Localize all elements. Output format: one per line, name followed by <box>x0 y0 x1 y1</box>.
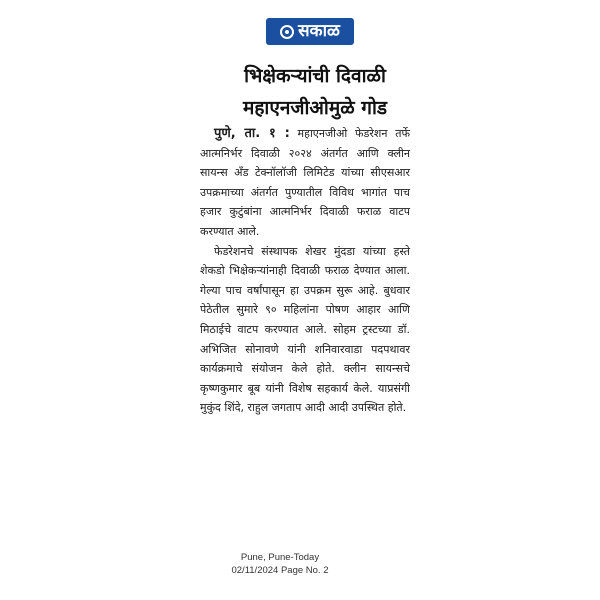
article-dateline: पुणे, ता. १ : <box>214 126 290 141</box>
source-footer <box>200 551 360 577</box>
headline-line-2: महाएनजीओमुळे गोड <box>242 97 388 119</box>
paragraph-1-text: महाएनजीओ फेडरेशन तर्फे आत्मनिर्भर दिवाळी २०२४ अंतर्गत आणि क्लीन सायन्स अँड टेक्नॉलॉजी लिमिटेड यांच्या सीएसआर उपक्रमाच्या अंतर्गत पुण्यातील विविध भागांत पाच हजार कुटुंबांना आत्मनिर्भर दिवाळी फराळ वाटप करण्यात आले. <box>200 127 410 238</box>
article-headline <box>200 60 430 124</box>
article-body <box>200 124 410 418</box>
masthead-title: सकाळ <box>298 21 340 41</box>
sakal-logo-icon <box>280 25 294 39</box>
article-paragraph-1 <box>200 124 410 242</box>
date-page-label: 02/11/2024 Page No. 2 <box>231 565 329 576</box>
edition-label: Pune, Pune-Today <box>240 552 320 563</box>
article-paragraph-2: फेडरेशनचे संस्थापक शेखर मुंदडा यांच्या हस्ते शेकडो भिक्षेकऱ्यांनाही दिवाळी फराळ देण्यात आला. गेल्या पाच वर्षांपासून हा उपक्रम सुरू आहे. बुधवार पेठेतील सुमारे ९० महिलांना पोषण आहार आणि मिठाईचे वाटप करण्यात आले. सोहम ट्रस्टच्या डॉ. अभिजित सोनावणे यांनी शनिवारवाडा पदपथावर कार्यक्रमाचे संयोजन केले होते. क्लीन सायन्सचे कृष्णकुमार बूब यांनी विशेष सहकार्य केले. याप्रसंगी मुकुंद शिंदे, राहुल जगताप आदी आदी उपस्थित होते. <box>200 244 410 415</box>
newspaper-masthead <box>266 18 354 45</box>
headline-line-1: भिक्षेकऱ्यांची दिवाळी <box>244 65 386 87</box>
